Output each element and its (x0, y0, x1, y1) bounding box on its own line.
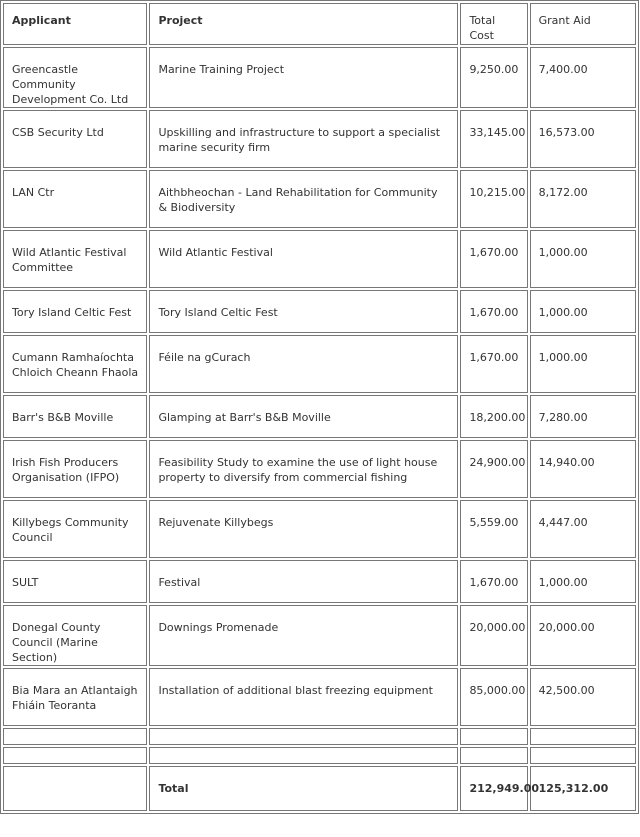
cell-project: Glamping at Barr's B&B Moville (149, 395, 458, 438)
cell-applicant: Bia Mara an Atlantaigh Fhiáin Teoranta (3, 668, 147, 726)
cell-applicant: Tory Island Celtic Fest (3, 290, 147, 333)
cell-project: Tory Island Celtic Fest (149, 290, 458, 333)
total-cost-sum: 212,949.00 (460, 766, 527, 811)
cell-project: Aithbheochan - Land Rehabilitation for Community & Biodiversity (149, 170, 458, 228)
empty-cell (149, 728, 458, 745)
cell-applicant: Greencastle Community Development Co. Ltd (3, 47, 147, 108)
cell-applicant: CSB Security Ltd (3, 110, 147, 168)
cell-total-cost: 10,215.00 (460, 170, 527, 228)
table-row (3, 290, 636, 333)
cell-total-cost: 1,670.00 (460, 230, 527, 288)
header-total-cost: Total Cost (460, 3, 527, 45)
cell-total-cost: 20,000.00 (460, 605, 527, 666)
table-row (3, 170, 636, 228)
cell-total-cost: 5,559.00 (460, 500, 527, 558)
empty-cell (3, 728, 147, 745)
cell-total-cost: 24,900.00 (460, 440, 527, 498)
cell-grant-aid: 16,573.00 (530, 110, 636, 168)
cell-project: Feasibility Study to examine the use of light house property to diversify from commercial fishing (149, 440, 458, 498)
cell-project: Downings Promenade (149, 605, 458, 666)
table-row (3, 47, 636, 108)
table-row (3, 230, 636, 288)
cell-grant-aid: 4,447.00 (530, 500, 636, 558)
cell-grant-aid: 20,000.00 (530, 605, 636, 666)
cell-project: Marine Training Project (149, 47, 458, 108)
header-grant-aid: Grant Aid (530, 3, 636, 45)
cell-applicant: Irish Fish Producers Organisation (IFPO) (3, 440, 147, 498)
cell-applicant: Cumann Ramhaíochta Chloich Cheann Fhaola (3, 335, 147, 393)
total-row (3, 766, 636, 811)
cell-project: Féile na gCurach (149, 335, 458, 393)
empty-cell (460, 728, 527, 745)
cell-total-cost: 1,670.00 (460, 290, 527, 333)
cell-applicant: Barr's B&B Moville (3, 395, 147, 438)
cell-project: Upskilling and infrastructure to support a specialist marine security firm (149, 110, 458, 168)
header-project: Project (149, 3, 458, 45)
cell-grant-aid: 14,940.00 (530, 440, 636, 498)
cell-total-cost: 33,145.00 (460, 110, 527, 168)
cell-grant-aid: 7,280.00 (530, 395, 636, 438)
cell-grant-aid: 1,000.00 (530, 335, 636, 393)
cell-total-cost: 9,250.00 (460, 47, 527, 108)
blank-row (3, 728, 636, 745)
header-applicant: Applicant (3, 3, 147, 45)
cell-total-cost: 1,670.00 (460, 335, 527, 393)
blank-row (3, 747, 636, 764)
cell-grant-aid: 8,172.00 (530, 170, 636, 228)
cell-project: Festival (149, 560, 458, 603)
cell-applicant: Donegal County Council (Marine Section) (3, 605, 147, 666)
table-row (3, 110, 636, 168)
table-row (3, 440, 636, 498)
table-row (3, 605, 636, 666)
empty-cell (530, 728, 636, 745)
cell-grant-aid: 42,500.00 (530, 668, 636, 726)
cell-total-cost: 85,000.00 (460, 668, 527, 726)
cell-project: Wild Atlantic Festival (149, 230, 458, 288)
cell-total-cost: 18,200.00 (460, 395, 527, 438)
empty-cell (460, 747, 527, 764)
cell-project: Installation of additional blast freezing equipment (149, 668, 458, 726)
cell-total-cost: 1,670.00 (460, 560, 527, 603)
empty-cell (3, 766, 147, 811)
cell-applicant: Wild Atlantic Festival Committee (3, 230, 147, 288)
empty-cell (149, 747, 458, 764)
cell-applicant: Killybegs Community Council (3, 500, 147, 558)
total-label: Total (149, 766, 458, 811)
empty-cell (3, 747, 147, 764)
header-row (3, 3, 636, 45)
cell-grant-aid: 1,000.00 (530, 290, 636, 333)
table-row (3, 668, 636, 726)
table-row (3, 335, 636, 393)
grant-aid-sum: 125,312.00 (530, 766, 636, 811)
table-row (3, 395, 636, 438)
cell-project: Rejuvenate Killybegs (149, 500, 458, 558)
cell-grant-aid: 7,400.00 (530, 47, 636, 108)
cell-applicant: SULT (3, 560, 147, 603)
table-row (3, 500, 636, 558)
empty-cell (530, 747, 636, 764)
cell-grant-aid: 1,000.00 (530, 230, 636, 288)
cell-applicant: LAN Ctr (3, 170, 147, 228)
cell-grant-aid: 1,000.00 (530, 560, 636, 603)
table-row (3, 560, 636, 603)
